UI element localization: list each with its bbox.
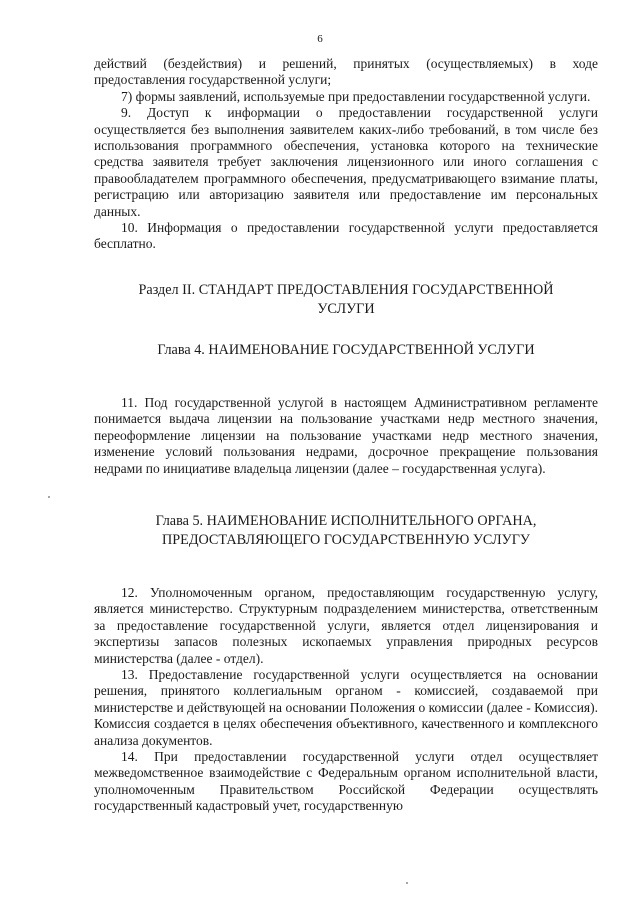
- section-title-line2: УСЛУГИ: [317, 300, 375, 317]
- chapter-5-title-line1: Глава 5. НАИМЕНОВАНИЕ ИСПОЛНИТЕЛЬНОГО ОРГАНА,: [155, 512, 537, 529]
- document-body: [94, 56, 598, 815]
- paragraph-13: 13. Предоставление государственной услуги осуществляется на основании решения, принятого коллегиальным органом - комиссией, создаваемой при министерстве и действующей на основании Положения о комиссии (далее - Комиссия). Комиссия создается в целях обеспечения объективного, качественного и комплексного анализа документов.: [94, 666, 598, 748]
- chapter-4-title: Глава 4. НАИМЕНОВАНИЕ ГОСУДАРСТВЕННОЙ УСЛУГИ: [157, 341, 535, 358]
- chapter-5-title-line2: ПРЕДОСТАВЛЯЮЩЕГО ГОСУДАРСТВЕННУЮ УСЛУГУ: [162, 531, 530, 548]
- paragraph-10: 10. Информация о предоставлении государственной услуги предоставляется бесплатно.: [94, 220, 598, 252]
- paragraph-item-7: 7) формы заявлений, используемые при предоставлении государственной услуги.: [121, 88, 591, 104]
- paragraph-11: 11. Под государственной услугой в настоящем Административном регламенте понимается выдача лицензии на пользование участками недр местного значения, переоформление лицензии на пользование участками недр местного значения, изменение условий пользования недрами, досрочное прекращение пользования недрами по инициативе владельца лицензии (далее – государственная услуга).: [94, 394, 598, 476]
- scan-mark: [406, 882, 408, 884]
- page-number: 6: [317, 33, 323, 45]
- paragraph-continuation: действий (бездействия) и решений, принятых (осуществляемых) в ходе предоставления государственной услуги;: [94, 56, 598, 88]
- paragraph-9: 9. Доступ к информации о предоставлении государственной услуги осуществляется без выполнения заявителем каких-либо требований, в том числе без использования программного обеспечения, установка которого на технические средства заявителя требует заключения лицензионного или иного соглашения с правообладателем программного обеспечения, предусматривающего взимание платы, регистрацию или авторизацию заявителя или предоставление им персональных данных.: [94, 105, 598, 219]
- scan-mark: [48, 496, 50, 498]
- section-title-line1: Раздел II. СТАНДАРТ ПРЕДОСТАВЛЕНИЯ ГОСУДАРСТВЕННОЙ: [138, 281, 554, 298]
- paragraph-14: 14. При предоставлении государственной услуги отдел осуществляет межведомственное взаимодействие с Федеральным органом исполнительной власти, уполномоченным Правительством Российской Федерации осуществлять государственный кадастровый учет, государственную: [94, 748, 598, 814]
- paragraph-12: 12. Уполномоченным органом, предоставляющим государственную услугу, является министерство. Структурным подразделением министерства, ответственным за предоставление государственной услуги, является отдел лицензирования и экспертизы запасов полезных ископаемых управления природных ресурсов министерства (далее - отдел).: [94, 584, 598, 666]
